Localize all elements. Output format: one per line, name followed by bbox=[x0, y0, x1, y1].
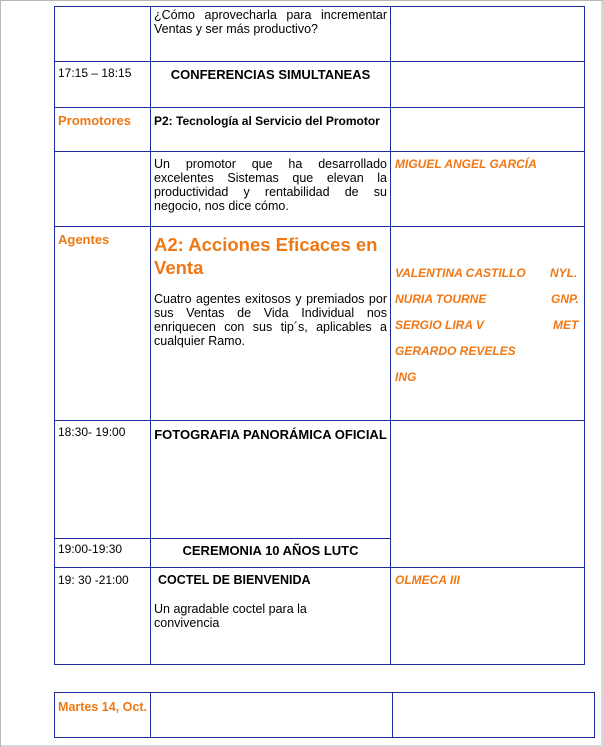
p2-title: P2: Tecnología al Servicio del Promotor bbox=[154, 114, 380, 128]
agentes-label: Agentes bbox=[58, 232, 110, 247]
speaker-name: ING bbox=[395, 370, 417, 384]
table-cell bbox=[54, 226, 151, 421]
table-cell bbox=[392, 692, 595, 738]
table-cell bbox=[54, 692, 151, 738]
speaker-name: GERARDO REVELES bbox=[395, 344, 516, 358]
ceremony-time: 19:00-19:30 bbox=[58, 542, 123, 556]
table-cell bbox=[390, 61, 585, 108]
table-cell bbox=[390, 420, 585, 568]
speaker-company: MET bbox=[553, 318, 579, 332]
next-day-label: Martes 14, Oct. bbox=[58, 700, 147, 714]
photo-time: 18:30- 19:00 bbox=[58, 425, 126, 439]
table-cell bbox=[390, 6, 585, 62]
intro-description: ¿Cómo aprovecharla para incrementar Ventas y ser más productivo? bbox=[154, 8, 387, 36]
speaker-company: NYL. bbox=[550, 266, 578, 280]
table-cell bbox=[390, 107, 585, 152]
conference-title: CONFERENCIAS SIMULTANEAS bbox=[170, 67, 371, 82]
cocktail-title: COCTEL DE BIENVENIDA bbox=[158, 573, 311, 587]
table-cell bbox=[150, 692, 393, 738]
p2-description: Un promotor que ha desarrollado excelentes Sistemas que elevan la productividad y rentabilidad de su negocio, nos dice cómo. bbox=[154, 157, 387, 213]
speaker-name: VALENTINA CASTILLO bbox=[395, 266, 526, 280]
table-cell bbox=[54, 151, 151, 227]
a2-title: A2: Acciones Eficaces en Venta bbox=[154, 234, 378, 278]
table-cell bbox=[54, 6, 151, 62]
cocktail-venue: OLMECA III bbox=[395, 573, 460, 587]
cocktail-time: 19: 30 -21:00 bbox=[58, 573, 129, 587]
speaker-name: SERGIO LIRA V bbox=[395, 318, 484, 332]
cocktail-description: Un agradable coctel para la convivencia bbox=[154, 602, 307, 630]
speaker-company: GNP. bbox=[551, 292, 579, 306]
p2-speaker: MIGUEL ANGEL GARCÍA bbox=[395, 157, 537, 171]
conference-time: 17:15 – 18:15 bbox=[58, 66, 132, 80]
ceremony-title: CEREMONIA 10 AÑOS LUTC bbox=[182, 543, 359, 558]
speaker-name: NURIA TOURNE bbox=[395, 292, 487, 306]
a2-description: Cuatro agentes exitosos y premiados por sus Ventas de Vida Individual nos enriquecen con sus tip´s, aplicables a cualquier Ramo. bbox=[154, 292, 387, 348]
photo-title: FOTOGRAFIA PANORÁMICA OFICIAL bbox=[154, 427, 387, 442]
promotores-label: Promotores bbox=[58, 113, 131, 128]
